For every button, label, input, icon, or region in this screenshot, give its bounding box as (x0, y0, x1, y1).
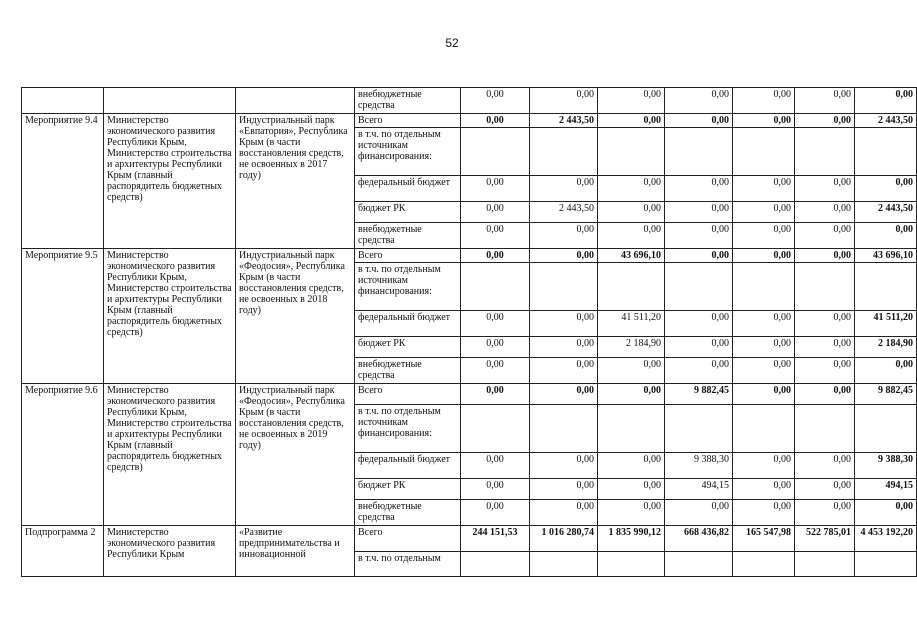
value-cell: 0,00 (733, 88, 795, 114)
value-cell: 0,00 (733, 114, 795, 128)
value-cell: 494,15 (855, 479, 917, 500)
value-cell (665, 263, 733, 311)
funding-source-cell: Всего (355, 526, 461, 552)
value-cell (598, 263, 665, 311)
value-cell: 0,00 (530, 479, 598, 500)
executor-cell: Министерство экономического развития Республики Крым (104, 526, 236, 577)
value-cell (530, 128, 598, 176)
funding-source-cell: бюджет РК (355, 202, 461, 223)
funding-source-cell: бюджет РК (355, 337, 461, 358)
value-cell (855, 128, 917, 176)
object-cell: Индустриальный парк «Евпатория», Республика Крым (в части восстановления средств, не освоенных в 2017 году) (236, 114, 355, 249)
value-cell: 0,00 (530, 500, 598, 526)
value-cell: 0,00 (665, 249, 733, 263)
value-cell: 0,00 (795, 202, 855, 223)
object-cell (236, 88, 355, 114)
value-cell (530, 263, 598, 311)
value-cell: 2 443,50 (530, 114, 598, 128)
value-cell: 0,00 (855, 176, 917, 202)
value-cell: 0,00 (530, 223, 598, 249)
value-cell: 0,00 (795, 311, 855, 337)
value-cell (795, 405, 855, 453)
funding-source-cell: федеральный бюджет (355, 176, 461, 202)
value-cell: 9 882,45 (855, 384, 917, 405)
value-cell: 0,00 (733, 223, 795, 249)
funding-source-cell: Всего (355, 249, 461, 263)
value-cell: 9 882,45 (665, 384, 733, 405)
value-cell: 0,00 (598, 479, 665, 500)
funding-source-cell: внебюджетные средства (355, 223, 461, 249)
value-cell: 2 184,90 (598, 337, 665, 358)
value-cell (795, 552, 855, 577)
value-cell (461, 405, 530, 453)
value-cell: 0,00 (665, 223, 733, 249)
value-cell (733, 552, 795, 577)
value-cell: 0,00 (733, 384, 795, 405)
table-row (22, 88, 917, 114)
value-cell: 0,00 (855, 358, 917, 384)
value-cell: 0,00 (795, 88, 855, 114)
value-cell: 0,00 (598, 500, 665, 526)
value-cell: 0,00 (733, 453, 795, 479)
funding-table-body (22, 88, 917, 577)
table-row (22, 526, 917, 552)
value-cell: 9 388,30 (665, 453, 733, 479)
value-cell: 0,00 (461, 114, 530, 128)
value-cell: 0,00 (461, 249, 530, 263)
funding-source-cell: в т.ч. по отдельным (355, 552, 461, 577)
value-cell: 4 453 192,20 (855, 526, 917, 552)
value-cell: 0,00 (461, 453, 530, 479)
funding-source-cell: федеральный бюджет (355, 453, 461, 479)
value-cell: 0,00 (461, 500, 530, 526)
table-row (22, 249, 917, 263)
object-cell: Индустриальный парк «Феодосия», Республика Крым (в части восстановления средств, не освоенных в 2018 году) (236, 249, 355, 384)
value-cell: 0,00 (855, 88, 917, 114)
value-cell: 0,00 (665, 311, 733, 337)
measure-cell: Подпрограмма 2 (22, 526, 104, 577)
value-cell (795, 128, 855, 176)
value-cell: 0,00 (665, 114, 733, 128)
value-cell: 0,00 (795, 337, 855, 358)
value-cell: 0,00 (733, 176, 795, 202)
value-cell: 0,00 (461, 202, 530, 223)
value-cell: 0,00 (461, 176, 530, 202)
value-cell (598, 128, 665, 176)
value-cell: 2 184,90 (855, 337, 917, 358)
value-cell (855, 405, 917, 453)
value-cell: 1 016 280,74 (530, 526, 598, 552)
measure-cell: Мероприятие 9.6 (22, 384, 104, 526)
value-cell: 522 785,01 (795, 526, 855, 552)
value-cell: 0,00 (461, 311, 530, 337)
value-cell (461, 128, 530, 176)
value-cell: 0,00 (530, 453, 598, 479)
value-cell: 0,00 (598, 358, 665, 384)
value-cell (855, 552, 917, 577)
value-cell: 0,00 (530, 384, 598, 405)
value-cell: 0,00 (461, 479, 530, 500)
value-cell: 0,00 (598, 202, 665, 223)
value-cell: 165 547,98 (733, 526, 795, 552)
value-cell: 0,00 (530, 88, 598, 114)
value-cell: 0,00 (598, 384, 665, 405)
funding-source-cell: федеральный бюджет (355, 311, 461, 337)
page-number: 52 (445, 36, 459, 50)
executor-cell: Министерство экономического развития Республики Крым, Министерство строительства и архитектуры Республики Крым (главный распорядитель бюджетных средств) (104, 114, 236, 249)
value-cell: 2 443,50 (530, 202, 598, 223)
value-cell (733, 263, 795, 311)
funding-source-cell: в т.ч. по отдельным источникам финансирования: (355, 263, 461, 311)
value-cell (461, 552, 530, 577)
executor-cell: Министерство экономического развития Республики Крым, Министерство строительства и архитектуры Республики Крым (главный распорядитель бюджетных средств) (104, 384, 236, 526)
funding-source-cell: Всего (355, 114, 461, 128)
value-cell: 0,00 (530, 358, 598, 384)
value-cell (530, 552, 598, 577)
value-cell: 0,00 (795, 453, 855, 479)
value-cell (733, 405, 795, 453)
value-cell: 0,00 (598, 453, 665, 479)
funding-table (21, 87, 917, 577)
value-cell: 0,00 (461, 88, 530, 114)
value-cell (461, 263, 530, 311)
value-cell: 0,00 (461, 358, 530, 384)
value-cell: 0,00 (733, 337, 795, 358)
funding-source-cell: в т.ч. по отдельным источникам финансирования: (355, 405, 461, 453)
funding-source-cell: Всего (355, 384, 461, 405)
value-cell: 0,00 (795, 114, 855, 128)
value-cell: 0,00 (461, 337, 530, 358)
value-cell (665, 552, 733, 577)
value-cell: 0,00 (598, 176, 665, 202)
value-cell: 0,00 (530, 311, 598, 337)
value-cell (665, 405, 733, 453)
value-cell: 0,00 (598, 223, 665, 249)
value-cell: 0,00 (855, 223, 917, 249)
value-cell: 0,00 (733, 479, 795, 500)
value-cell: 41 511,20 (598, 311, 665, 337)
value-cell: 0,00 (530, 337, 598, 358)
value-cell: 0,00 (461, 384, 530, 405)
value-cell: 0,00 (665, 500, 733, 526)
funding-source-cell: внебюджетные средства (355, 500, 461, 526)
value-cell: 2 443,50 (855, 202, 917, 223)
value-cell: 0,00 (665, 337, 733, 358)
value-cell: 43 696,10 (598, 249, 665, 263)
value-cell: 0,00 (530, 176, 598, 202)
executor-cell (104, 88, 236, 114)
value-cell: 0,00 (665, 88, 733, 114)
value-cell (795, 263, 855, 311)
value-cell (665, 128, 733, 176)
value-cell: 0,00 (795, 223, 855, 249)
value-cell: 0,00 (665, 176, 733, 202)
value-cell: 244 151,53 (461, 526, 530, 552)
value-cell: 2 443,50 (855, 114, 917, 128)
value-cell: 0,00 (733, 249, 795, 263)
value-cell: 0,00 (598, 88, 665, 114)
funding-source-cell: в т.ч. по отдельным источникам финансирования: (355, 128, 461, 176)
value-cell: 0,00 (733, 311, 795, 337)
funding-source-cell: бюджет РК (355, 479, 461, 500)
value-cell: 0,00 (665, 358, 733, 384)
value-cell: 0,00 (795, 358, 855, 384)
value-cell: 43 696,10 (855, 249, 917, 263)
value-cell: 0,00 (855, 500, 917, 526)
value-cell: 0,00 (733, 358, 795, 384)
value-cell: 1 835 990,12 (598, 526, 665, 552)
measure-cell: Мероприятие 9.5 (22, 249, 104, 384)
value-cell (855, 263, 917, 311)
object-cell: Индустриальный парк «Феодосия», Республика Крым (в части восстановления средств, не освоенных в 2019 году) (236, 384, 355, 526)
value-cell (598, 405, 665, 453)
value-cell: 9 388,30 (855, 453, 917, 479)
value-cell: 0,00 (461, 223, 530, 249)
value-cell: 0,00 (795, 500, 855, 526)
value-cell: 0,00 (795, 176, 855, 202)
value-cell: 0,00 (598, 114, 665, 128)
value-cell: 0,00 (733, 500, 795, 526)
measure-cell: Мероприятие 9.4 (22, 114, 104, 249)
table-row (22, 384, 917, 405)
value-cell: 0,00 (795, 249, 855, 263)
value-cell: 0,00 (733, 202, 795, 223)
value-cell (733, 128, 795, 176)
value-cell: 0,00 (795, 479, 855, 500)
value-cell: 41 511,20 (855, 311, 917, 337)
executor-cell: Министерство экономического развития Республики Крым, Министерство строительства и архитектуры Республики Крым (главный распорядитель бюджетных средств) (104, 249, 236, 384)
value-cell (530, 405, 598, 453)
value-cell: 668 436,82 (665, 526, 733, 552)
value-cell: 494,15 (665, 479, 733, 500)
funding-source-cell: внебюджетные средства (355, 358, 461, 384)
value-cell: 0,00 (530, 249, 598, 263)
funding-source-cell: внебюджетные средства (355, 88, 461, 114)
value-cell: 0,00 (795, 384, 855, 405)
table-row (22, 114, 917, 128)
measure-cell (22, 88, 104, 114)
object-cell: «Развитие предпринимательства и инновационной (236, 526, 355, 577)
value-cell (598, 552, 665, 577)
value-cell: 0,00 (665, 202, 733, 223)
